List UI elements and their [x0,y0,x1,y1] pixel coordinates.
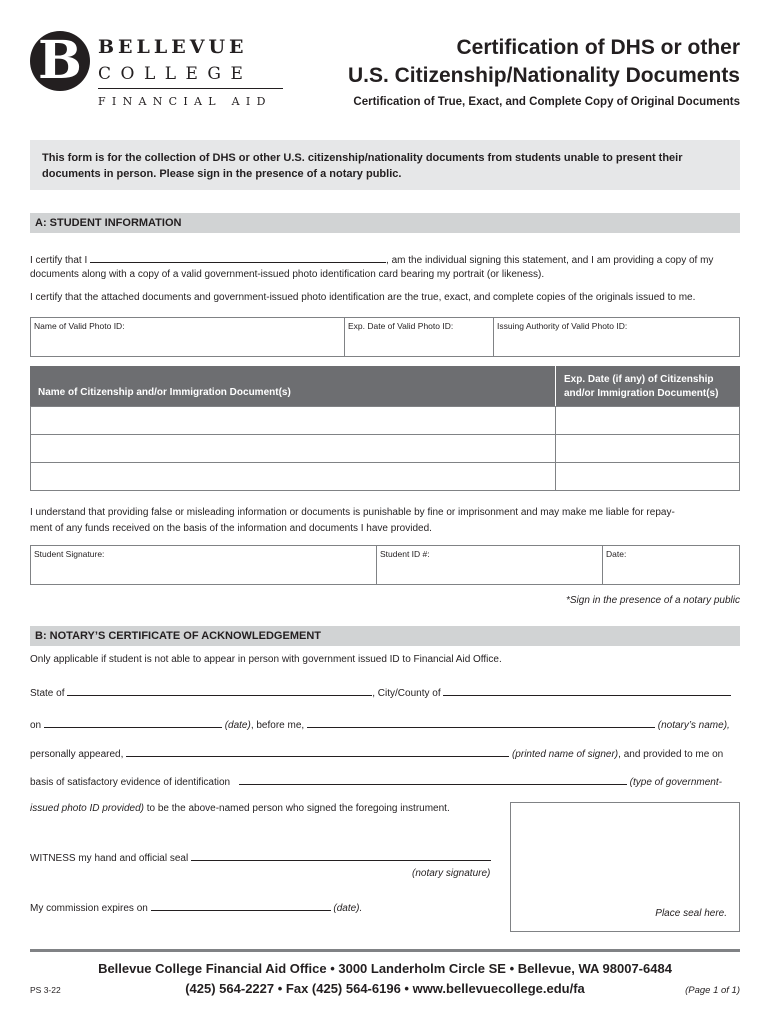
footer-address: Bellevue College Financial Aid Office • 3000 Landerholm Circle SE • Bellevue, WA 98007-6484 [98,961,672,976]
logo-text-college: COLLEGE [98,64,253,84]
notary-name-input-line[interactable] [307,716,655,728]
photo-id-exp-field[interactable] [344,318,493,356]
certify-statement-2: I certify that the attached documents and government-issued photo identification are the true, exact, and complete copies of the originals issued to me. [30,292,696,303]
above-named-text: to be the above-named person who signed the foregoing instrument. [143,803,450,814]
date-hint: (date) [224,720,251,731]
printed-name-hint: (printed name of signer) [511,749,619,760]
college-logo-letter: B [38,30,82,91]
personally-appeared-label: personally appeared, [30,749,124,760]
docs-header-divider [555,366,556,406]
intro-line-2: documents in person. Please sign in the presence of a notary public. [42,168,402,180]
doc-exp-cell-2[interactable] [556,435,739,462]
student-id-label: Student ID #: [380,549,430,559]
doc-name-cell-1[interactable] [31,407,555,434]
section-b-applicability: Only applicable if student is not able to appear in person with government issued ID to Financial Aid Office. [30,654,502,665]
page-number: (Page 1 of 1) [685,985,740,996]
notary-signature-hint: (notary signature) [412,868,491,879]
signature-date-label: Date: [606,549,627,559]
commission-line [30,899,362,917]
docs-exp-header-line-1: Exp. Date (if any) of Citizenship [564,374,714,385]
before-me-label: , before me, [250,720,305,731]
form-code: PS 3-22 [30,985,61,995]
date-notary-line [30,716,740,734]
state-input-line[interactable] [67,684,372,696]
city-county-input-line[interactable] [443,684,731,696]
seal-label: Place seal here. [655,908,727,919]
docs-exp-header-line-2: and/or Immigration Document(s) [564,388,719,399]
logo-divider [98,88,283,89]
doc-exp-cell-3[interactable] [556,463,739,490]
state-county-line [30,684,740,702]
title-line-2: U.S. Citizenship/Nationality Documents [347,64,740,87]
witness-line [30,849,491,867]
documents-table-header [30,366,740,406]
basis-label: basis of satisfactory evidence of identification [30,777,231,788]
understand-statement-line-2: ment of any funds received on the basis of the information and documents I have provided. [30,523,432,534]
photo-id-name-field[interactable] [30,318,344,356]
certify-prefix: I certify that I [30,255,88,266]
commission-label: My commission expires on [30,903,148,914]
certify-suffix: , am the individual signing this statement, and I am providing a copy of my [386,255,714,266]
intro-line-1: This form is for the collection of DHS or other U.S. citizenship/nationality documents from students unable to present their [42,152,683,164]
docs-name-header: Name of Citizenship and/or Immigration Document(s) [38,387,291,398]
provided-to-me-label: , and provided to me on [618,749,724,760]
footer-contact: (425) 564-2227 • Fax (425) 564-6196 • www.bellevuecollege.edu/fa [185,981,585,996]
doc-name-cell-3[interactable] [31,463,555,490]
on-label: on [30,720,42,731]
commission-date-hint: (date). [333,903,363,914]
student-signature-label: Student Signature: [34,549,105,559]
personally-appeared-line [30,745,740,763]
section-b-header: B: NOTARY’S CERTIFICATE OF ACKNOWLEDGEMENT [30,626,740,646]
student-id-field[interactable] [376,546,602,584]
commission-date-input-line[interactable] [151,899,331,911]
photo-id-authority-field[interactable] [493,318,740,356]
footer-divider [30,949,740,952]
intro-notice [30,140,740,190]
city-county-label: , City/County of [372,688,441,699]
page-title [348,34,740,90]
evidence-line [30,773,740,791]
student-signature-field[interactable] [30,546,376,584]
photo-id-authority-label: Issuing Authority of Valid Photo ID: [497,321,628,331]
state-of-label: State of [30,688,65,699]
notary-date-input-line[interactable] [44,716,222,728]
understand-statement-line-1: I understand that providing false or misleading information or documents is punishable by fine or imprisonment and may make me liable for repay- [30,507,675,518]
logo-text-bellevue: BELLEVUE [98,36,248,58]
notary-presence-note: *Sign in the presence of a notary public [566,595,740,606]
doc-exp-cell-1[interactable] [556,407,739,434]
certify-statement-1-line-2: documents along with a copy of a valid government-issued photo identification card bearing my portrait (or likeness). [30,269,545,280]
signer-name-input-line[interactable] [126,745,509,757]
id-type-input-line[interactable] [239,773,627,785]
signature-date-field[interactable] [602,546,740,584]
photo-id-exp-label: Exp. Date of Valid Photo ID: [348,321,454,331]
docs-exp-header [564,373,718,401]
notary-signature-input-line[interactable] [191,849,491,861]
issued-id-hint: issued photo ID provided) [30,803,144,814]
id-type-hint: (type of government- [629,777,722,788]
logo-text-financial-aid: FINANCIAL AID [98,95,272,108]
section-a-header: A: STUDENT INFORMATION [30,213,740,233]
title-line-1: Certification of DHS or other [456,36,740,59]
photo-id-name-label: Name of Valid Photo ID: [34,321,125,331]
doc-name-cell-2[interactable] [31,435,555,462]
notary-name-hint: (notary’s name), [657,720,730,731]
page-subtitle: Certification of True, Exact, and Complete Copy of Original Documents [353,96,740,108]
student-name-line[interactable] [90,251,386,263]
above-named-line [30,801,450,817]
witness-label: WITNESS my hand and official seal [30,853,189,864]
